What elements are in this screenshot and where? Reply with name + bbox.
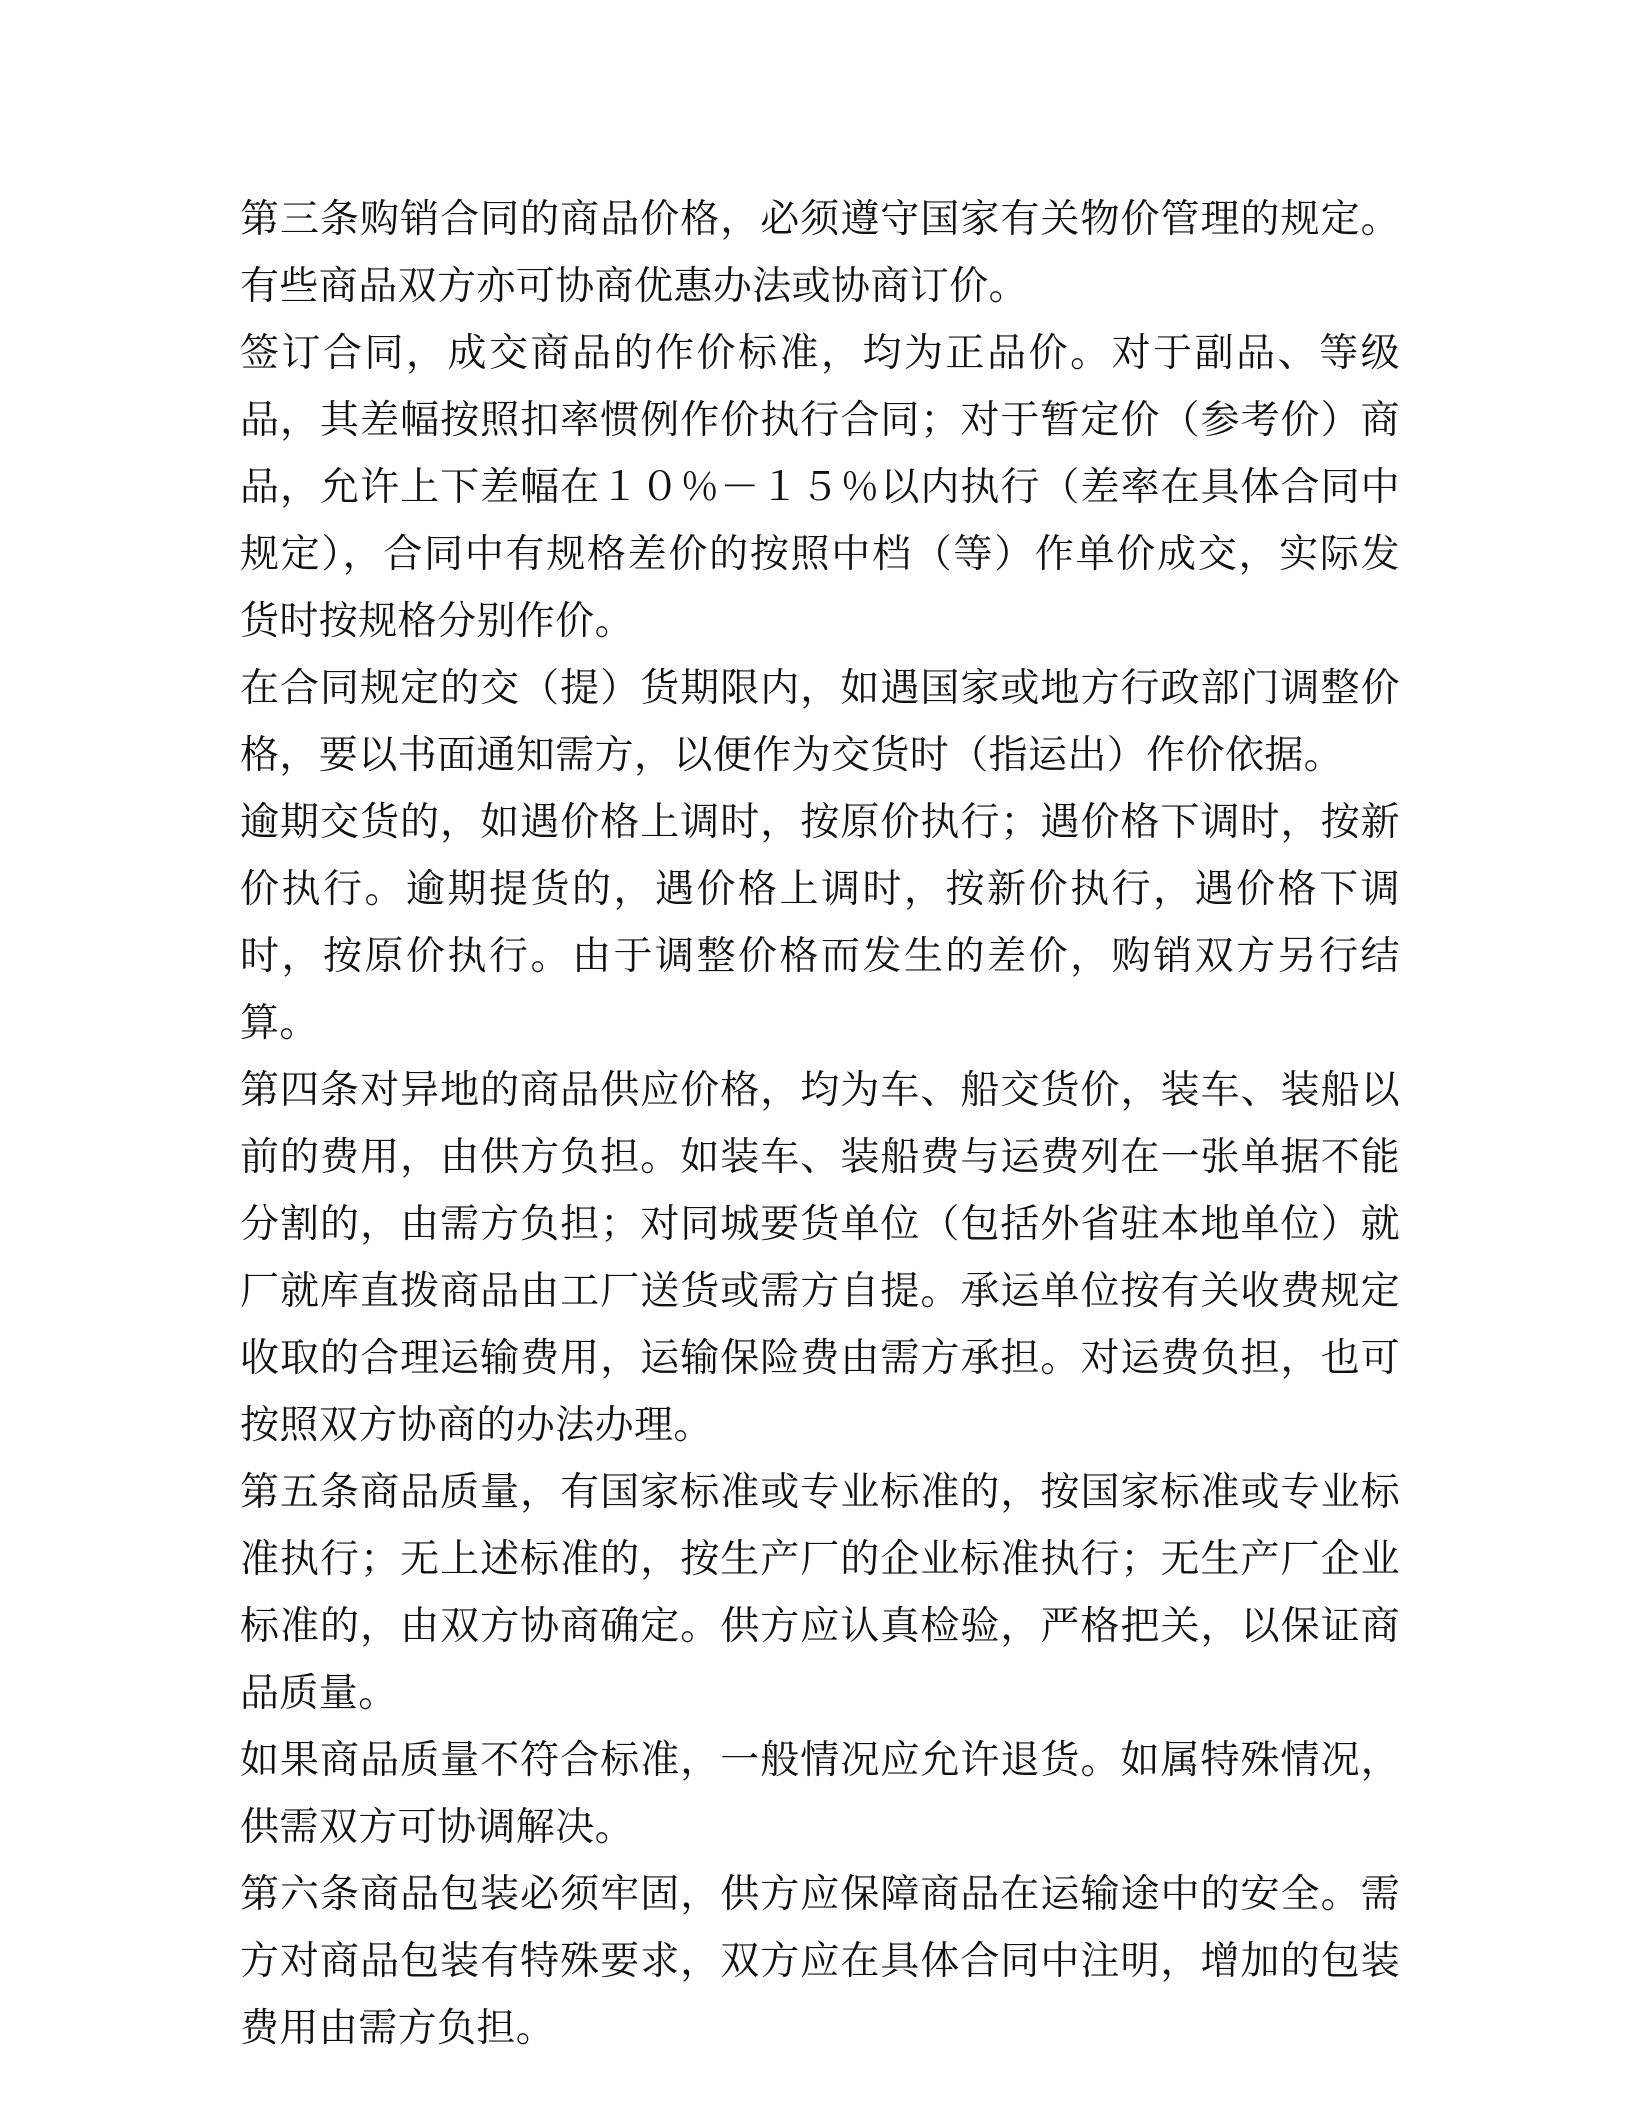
paragraph-article-4-shipping: 第四条对异地的商品供应价格，均为车、船交货价，装车、装船以前的费用，由供方负担。如装车、装船费与运费列在一张单据不能分割的，由需方负担；对同城要货单位（包括外省驻本地单位）就厂就库直拨商品由工厂送货或需方自提。承运单位按有关收费规定收取的合理运输费用，运输保险费由需方承担。对运费负担，也可按照双方协商的办法办理。 bbox=[240, 1068, 1400, 1448]
document-body bbox=[240, 186, 1400, 2062]
paragraph-price-adjustment-notice: 在合同规定的交（提）货期限内，如遇国家或地方行政部门调整价格，要以书面通知需方，以便作为交货时（指运出）作价依据。 bbox=[240, 666, 1400, 778]
paragraph-article-6-packaging: 第六条商品包装必须牢固，供方应保障商品在运输途中的安全。需方对商品包装有特殊要求，双方应在具体合同中注明，增加的包装费用由需方负担。 bbox=[240, 1872, 1400, 2051]
paragraph-pricing-standard: 签订合同，成交商品的作价标准，均为正品价。对于副品、等级品，其差幅按照扣率惯例作价执行合同；对于暂定价（参考价）商品，允许上下差幅在１０％－１５％以内执行（差率在具体合同中规定），合同中有规格差价的按照中档（等）作单价成交，实际发货时按规格分别作价。 bbox=[240, 331, 1400, 644]
paragraph-returns: 如果商品质量不符合标准，一般情况应允许退货。如属特殊情况，供需双方可协调解决。 bbox=[240, 1738, 1400, 1850]
paragraph-article-3-price: 第三条购销合同的商品价格，必须遵守国家有关物价管理的规定。有些商品双方亦可协商优惠办法或协商订价。 bbox=[240, 197, 1400, 309]
paragraph-article-5-quality: 第五条商品质量，有国家标准或专业标准的，按国家标准或专业标准执行；无上述标准的，按生产厂的企业标准执行；无生产厂企业标准的，由双方协商确定。供方应认真检验，严格把关，以保证商品质量。 bbox=[240, 1470, 1400, 1716]
paragraph-overdue-delivery: 逾期交货的，如遇价格上调时，按原价执行；遇价格下调时，按新价执行。逾期提货的，遇价格上调时，按新价执行，遇价格下调时，按原价执行。由于调整价格而发生的差价，购销双方另行结算。 bbox=[240, 800, 1400, 1046]
